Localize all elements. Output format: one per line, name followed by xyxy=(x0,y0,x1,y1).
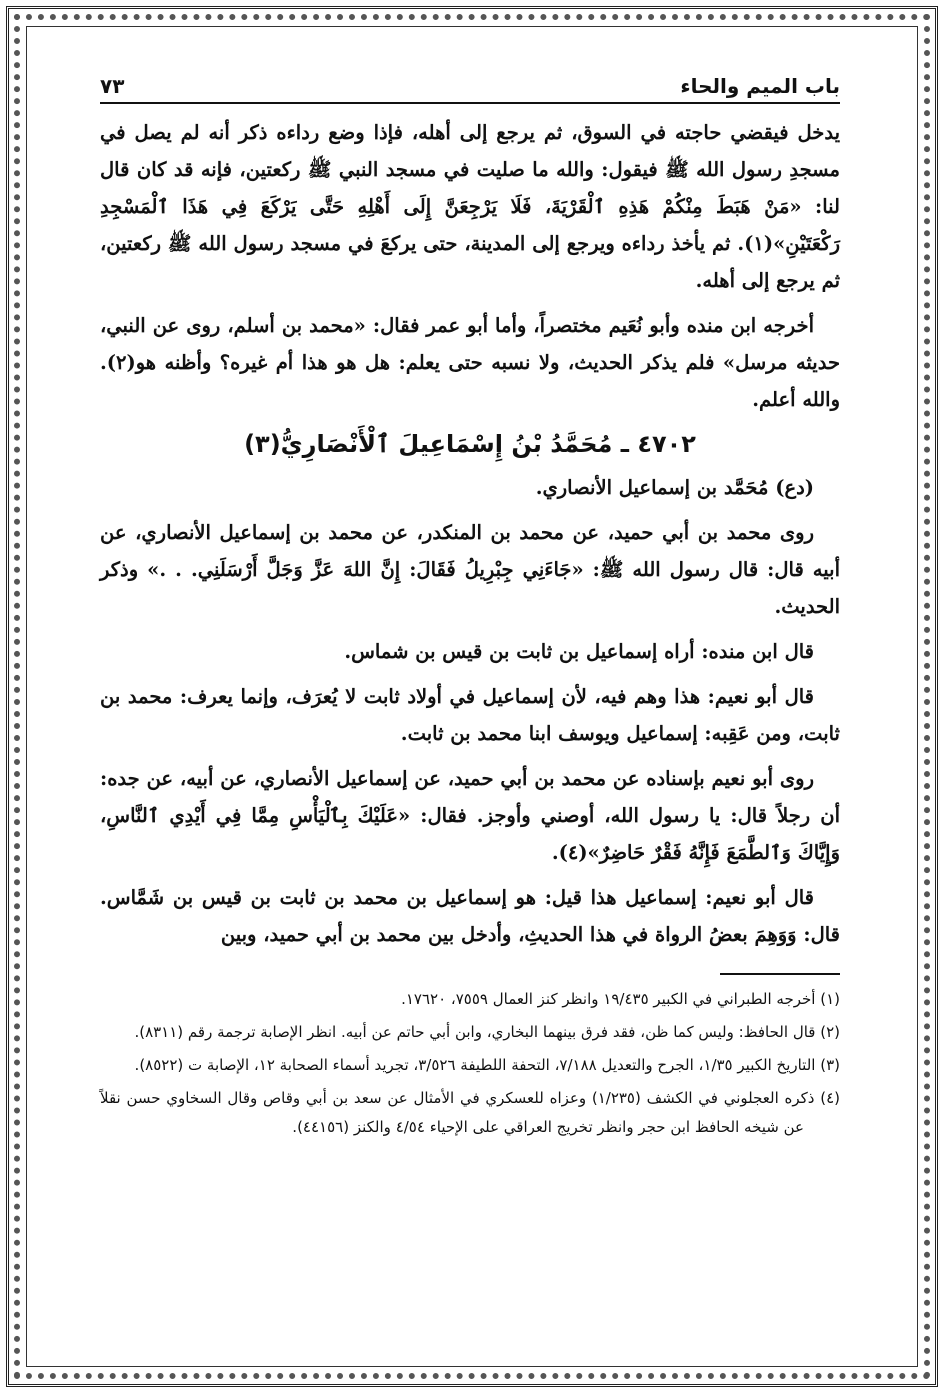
entry-title: ٤٧٠٢ ـ مُحَمَّدُ بْنُ إِسْمَاعِيلَ ٱلْأَنْصَارِيُّ(٣) xyxy=(244,430,696,458)
footnote-1: (١) أخرجه الطبراني في الكبير ١٩/٤٣٥ وانظر كنز العمال ٧٥٥٩، ١٧٦٢٠. xyxy=(401,990,840,1008)
paragraph-1: يدخل فيقضي حاجته في السوق، ثم يرجع إلى أهله، فإذا وضع رداءه ذكر أنه لم يصل في مسجدِ رسول الله ﷺ فيقول: والله ما صليت في مسجد النبي ﷺ ركعتين، فإنه قد كان قال لنا: «مَنْ هَبَطَ مِنْكُمْ هَذِهِ ٱلْقَرْيَةَ، فَلَا يَرْجِعَنَّ إِلَى أَهْلِهِ حَتَّى يَرْكَعَ فِي هَذَا ٱلْمَسْجِدِ رَكْعَتَيْنِ»(١). ثم يأخذ رداءه ويرجع إلى المدينة، حتى يركعَ في مسجد رسول الله ﷺ ركعتين، ثم يرجع إلى أهله. xyxy=(100,121,840,292)
footnotes xyxy=(100,985,840,1142)
section-title: باب الميم والحاء xyxy=(680,74,840,98)
footnote-3: (٣) التاريخ الكبير ١/٣٥، الجرح والتعديل ٧/١٨٨، التحفة اللطيفة ٣/٥٢٦، تجريد أسماء الصحابة ١٢، الإصابة ت (٨٥٢٢). xyxy=(134,1056,840,1074)
footnote-4: (٤) ذكره العجلوني في الكشف (١/٢٣٥) وعزاه للعسكري في الأمثال عن سعد بن أبي وقاص وقال السخاوي حسن نقلاً عن شيخه الحافظ ابن حجر وانظر تخريج العراقي على الإحياء ٤/٥٤ والكنز (٤٤١٥٦). xyxy=(100,1089,841,1136)
paragraph-4: روى محمد بن أبي حميد، عن محمد بن المنكدر، عن محمد بن إسماعيل الأنصاري، عن أبيه قال: قال رسول الله ﷺ: «جَاءَنِي جِبْرِيلُ فَقَالَ: إِنَّ اللهَ عَزَّ وَجَلَّ أَرْسَلَنِي. . .» وذكر الحديث. xyxy=(100,521,840,618)
running-header xyxy=(100,68,840,104)
paragraph-5: قال ابن منده: أراه إسماعيل بن ثابت بن قيس بن شماس. xyxy=(344,640,814,663)
footnote-separator xyxy=(720,973,840,975)
paragraph-8: قال أبو نعيم: إسماعيل هذا قيل: هو إسماعيل بن محمد بن ثابت بن قيس بن شَمَّاس. قال: وَوَهِمَ بعضُ الرواة في هذا الحديثِ، وأدخل بين محمد بن أبي حميد، وبين xyxy=(100,886,840,946)
paragraph-7: روى أبو نعيم بإسناده عن محمد بن أبي حميد، عن إسماعيل الأنصاري، عن أبيه، عن جده: أن رجلاً قال: يا رسول الله، أوصني وأوجز. فقال: «عَلَيْكَ بِٱلْيَأْسِ مِمَّا فِي أَيْدِي ٱلنَّاسِ، وَإِيَّاكَ وَٱلطَّمَعَ فَإِنَّهُ فَقْرٌ حَاضِرٌ»(٤). xyxy=(100,767,840,864)
paragraph-6: قال أبو نعيم: هذا وهم فيه، لأن إسماعيل في أولاد ثابت لا يُعرَف، وإنما يعرف: محمد بن ثابت، ومن عَقِبه: إسماعيل ويوسف ابنا محمد بن ثابت. xyxy=(100,685,840,745)
page-content xyxy=(100,68,840,1146)
main-text xyxy=(100,114,840,953)
paragraph-2: أخرجه ابن منده وأبو نُعَيم مختصراً، وأما أبو عمر فقال: «محمد بن أسلم، روى عن النبي، حديثه مرسل» فلم يذكر الحديث، ولا نسبه حتى يعلم: هل هو هذا أم غيره؟ وأظنه هو(٢). والله أعلم. xyxy=(100,314,840,411)
footnote-2: (٢) قال الحافظ: وليس كما ظن، فقد فرق بينهما البخاري، وابن أبي حاتم عن أبيه. انظر الإصابة ترجمة رقم (٨٣١١). xyxy=(134,1023,840,1041)
paragraph-3: (دع) مُحَمَّد بن إسماعيل الأنصاري. xyxy=(535,476,814,499)
page-number: ٧٣ xyxy=(100,74,125,98)
